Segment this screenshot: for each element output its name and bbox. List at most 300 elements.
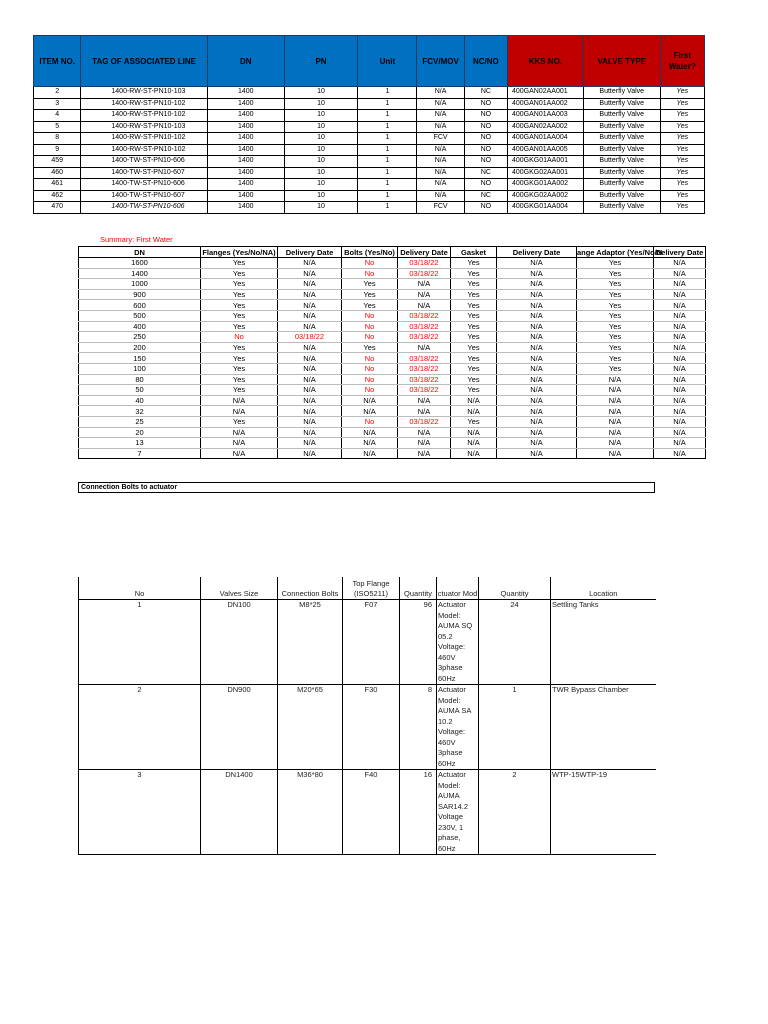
table-row	[34, 121, 705, 133]
valves-header-cell: FCV/MOV	[417, 36, 464, 87]
table-cell: No	[342, 363, 398, 374]
table-cell: 400GAN01AA004	[507, 133, 583, 145]
table-cell: No	[342, 374, 398, 385]
table-cell: NO	[464, 156, 507, 168]
table-cell: 20	[79, 427, 201, 438]
table-row	[79, 289, 706, 300]
table-cell: 400GAN02AA002	[507, 121, 583, 133]
table-cell: 400GAN01AA003	[507, 110, 583, 122]
table-cell: Yes	[201, 363, 278, 374]
table-cell: Yes	[201, 353, 278, 364]
table-cell: Yes	[201, 385, 278, 396]
table-cell: 1400	[207, 190, 284, 202]
connection-bolts-header-cell: Quantity	[400, 577, 437, 600]
table-row	[79, 685, 656, 770]
table-cell: N/A	[497, 353, 577, 364]
table-row	[79, 321, 706, 332]
table-cell: 1400	[207, 87, 284, 99]
table-cell: N/A	[417, 190, 464, 202]
table-cell: Yes	[451, 268, 497, 279]
table-cell: N/A	[201, 395, 278, 406]
table-cell: No	[342, 321, 398, 332]
table-cell: N/A	[278, 289, 342, 300]
table-cell: Yes	[451, 321, 497, 332]
table-row	[79, 438, 706, 449]
summary-header-cell: Delivery Date	[497, 247, 577, 258]
table-cell: N/A	[398, 342, 451, 353]
table-cell: 3	[79, 770, 201, 855]
table-cell: 03/18/22	[398, 363, 451, 374]
table-cell: Yes	[451, 374, 497, 385]
table-cell: 2	[79, 685, 201, 770]
summary-header-cell: Delivery Date	[278, 247, 342, 258]
table-cell: 461	[34, 179, 81, 191]
table-cell: 1	[358, 179, 417, 191]
table-cell: N/A	[278, 321, 342, 332]
table-row	[79, 300, 706, 311]
valves-header-cell: VALVE TYPE	[583, 36, 660, 87]
table-cell: F40	[343, 770, 400, 855]
table-cell: 10	[284, 156, 358, 168]
table-cell: 1400-TW-ST-PN10-607	[81, 167, 207, 179]
table-cell: Yes	[201, 258, 278, 269]
table-cell: 1600	[79, 258, 201, 269]
table-cell: N/A	[342, 438, 398, 449]
table-cell: N/A	[278, 427, 342, 438]
table-cell: N/A	[278, 279, 342, 290]
summary-header-cell: Flanges (Yes/No/NA)	[202, 247, 276, 257]
valves-header-cell: ITEM NO.	[34, 36, 81, 87]
table-row	[79, 406, 706, 417]
table-cell: 10	[284, 98, 358, 110]
table-cell: Butterfly Valve	[583, 87, 660, 99]
table-cell: 4	[34, 110, 81, 122]
table-cell: Yes	[201, 300, 278, 311]
table-cell: N/A	[342, 395, 398, 406]
table-cell: DN1400	[201, 770, 278, 855]
table-cell: N/A	[577, 406, 654, 417]
table-cell: N/A	[278, 395, 342, 406]
table-cell: 1	[358, 87, 417, 99]
table-cell: 10	[284, 133, 358, 145]
table-row	[34, 156, 705, 168]
table-cell: NO	[464, 202, 507, 214]
table-cell: Yes	[451, 289, 497, 300]
table-cell: Yes	[577, 289, 654, 300]
table-cell: N/A	[417, 98, 464, 110]
table-cell: N/A	[201, 406, 278, 417]
table-cell: N/A	[654, 385, 706, 396]
table-cell: Yes	[451, 279, 497, 290]
table-cell: Yes	[201, 342, 278, 353]
table-cell: Yes	[660, 167, 704, 179]
table-cell: Settling Tanks	[551, 600, 656, 685]
table-cell: N/A	[451, 395, 497, 406]
table-cell: N/A	[497, 310, 577, 321]
table-cell: 150	[79, 353, 201, 364]
table-cell: 03/18/22	[398, 353, 451, 364]
table-cell: Yes	[577, 279, 654, 290]
table-cell: No	[342, 332, 398, 343]
connection-bolts-header-cell: Quantity	[479, 577, 551, 600]
table-cell: 10	[284, 144, 358, 156]
table-cell: Yes	[451, 258, 497, 269]
table-cell: No	[342, 310, 398, 321]
table-cell: 3	[34, 98, 81, 110]
table-cell: M8*25	[278, 600, 343, 685]
table-cell: No	[201, 332, 278, 343]
table-cell: 1000	[79, 279, 201, 290]
valves-header-cell: DN	[207, 36, 284, 87]
table-cell: N/A	[654, 406, 706, 417]
table-cell: 1400	[207, 133, 284, 145]
connection-bolts-header-cell: ctuator Mod	[437, 577, 479, 600]
table-cell: 8	[400, 685, 437, 770]
table-cell: N/A	[278, 374, 342, 385]
table-cell: N/A	[497, 363, 577, 374]
table-cell: Butterfly Valve	[583, 179, 660, 191]
table-cell: NO	[464, 133, 507, 145]
table-cell: 1	[358, 121, 417, 133]
table-cell: N/A	[497, 342, 577, 353]
table-cell: 03/18/22	[398, 258, 451, 269]
table-row	[79, 600, 656, 685]
table-cell: 1400-RW-ST-PN10-103	[81, 121, 207, 133]
table-cell: N/A	[654, 310, 706, 321]
valves-header-cell: NC/NO	[464, 36, 507, 87]
table-cell: Yes	[451, 353, 497, 364]
table-cell: F30	[343, 685, 400, 770]
table-cell: N/A	[497, 321, 577, 332]
table-cell: N/A	[278, 406, 342, 417]
valves-header-cell: KKS NO.	[507, 36, 583, 87]
table-cell: NO	[464, 179, 507, 191]
valves-header-cell: First Water?	[660, 36, 704, 87]
table-row	[79, 770, 656, 855]
table-cell: Yes	[342, 342, 398, 353]
table-cell: Yes	[577, 342, 654, 353]
table-cell: 80	[79, 374, 201, 385]
table-cell: 1400-TW-ST-PN10-607	[81, 190, 207, 202]
table-cell: WTP-15WTP-19	[551, 770, 656, 855]
table-cell: Yes	[342, 300, 398, 311]
table-cell: DN900	[201, 685, 278, 770]
table-cell: 1400	[207, 179, 284, 191]
table-cell: 600	[79, 300, 201, 311]
table-cell: NC	[464, 87, 507, 99]
table-cell: N/A	[417, 121, 464, 133]
table-cell: Yes	[201, 289, 278, 300]
table-cell: N/A	[278, 268, 342, 279]
table-cell: 24	[479, 600, 551, 685]
table-cell: No	[342, 416, 398, 427]
table-row	[79, 268, 706, 279]
table-cell: N/A	[201, 427, 278, 438]
table-cell: 1400	[207, 156, 284, 168]
table-cell: N/A	[577, 374, 654, 385]
summary-header-cell: Bolts (Yes/No)	[342, 247, 398, 258]
table-cell: Butterfly Valve	[583, 144, 660, 156]
table-row	[34, 133, 705, 145]
table-cell: N/A	[654, 395, 706, 406]
connection-bolts-label: Connection Bolts to actuator	[78, 482, 655, 493]
table-cell: N/A	[497, 385, 577, 396]
connection-bolts-table	[78, 577, 656, 855]
table-cell: NO	[464, 121, 507, 133]
table-cell: Actuator Model: AUMA SA 10.2 Voltage: 460V 3phase 60Hz	[437, 685, 479, 770]
table-row	[34, 98, 705, 110]
table-cell: N/A	[417, 156, 464, 168]
table-cell: Yes	[451, 416, 497, 427]
table-cell: 5	[34, 121, 81, 133]
table-cell: N/A	[654, 268, 706, 279]
table-cell: 1400-RW-ST-PN10-102	[81, 98, 207, 110]
table-cell: N/A	[398, 448, 451, 459]
table-cell: 470	[34, 202, 81, 214]
table-cell: N/A	[278, 310, 342, 321]
table-cell: N/A	[497, 332, 577, 343]
table-cell: 2	[479, 770, 551, 855]
table-cell: Yes	[451, 300, 497, 311]
table-cell: Yes	[660, 98, 704, 110]
table-cell: N/A	[497, 268, 577, 279]
valves-body	[34, 87, 705, 214]
table-cell: 400	[79, 321, 201, 332]
table-cell: 1400-TW-ST-PN10-606	[81, 202, 207, 214]
connection-bolts-header-cell: Valves Size	[201, 577, 278, 600]
valves-header-row	[34, 36, 705, 87]
table-cell: N/A	[342, 406, 398, 417]
table-cell: Yes	[342, 289, 398, 300]
table-cell: 900	[79, 289, 201, 300]
table-cell: Yes	[660, 179, 704, 191]
table-cell: N/A	[398, 427, 451, 438]
table-row	[79, 363, 706, 374]
table-cell: N/A	[577, 448, 654, 459]
table-row	[34, 167, 705, 179]
table-cell: Yes	[201, 416, 278, 427]
table-row	[34, 144, 705, 156]
table-cell: N/A	[497, 448, 577, 459]
table-cell: 1400-RW-ST-PN10-102	[81, 110, 207, 122]
connection-bolts-header-cell: Location	[551, 577, 656, 600]
table-cell: Yes	[660, 121, 704, 133]
table-cell: Yes	[577, 300, 654, 311]
table-cell: N/A	[342, 427, 398, 438]
table-cell: NC	[464, 167, 507, 179]
table-cell: N/A	[451, 427, 497, 438]
table-cell: Yes	[577, 353, 654, 364]
table-cell: 1	[358, 98, 417, 110]
table-row	[79, 385, 706, 396]
table-cell: Butterfly Valve	[583, 167, 660, 179]
table-cell: N/A	[654, 353, 706, 364]
table-cell: N/A	[278, 438, 342, 449]
table-cell: Yes	[660, 202, 704, 214]
table-cell: 03/18/22	[398, 332, 451, 343]
table-row	[79, 310, 706, 321]
table-cell: 1	[79, 600, 201, 685]
table-cell: N/A	[342, 448, 398, 459]
table-cell: Butterfly Valve	[583, 98, 660, 110]
table-cell: 1400-RW-ST-PN10-103	[81, 87, 207, 99]
table-cell: Yes	[342, 279, 398, 290]
table-cell: Yes	[201, 310, 278, 321]
table-cell: Yes	[201, 374, 278, 385]
valves-header-cell: Unit	[358, 36, 417, 87]
table-cell: 03/18/22	[398, 268, 451, 279]
table-cell: 400GAN01AA005	[507, 144, 583, 156]
table-cell: N/A	[497, 300, 577, 311]
table-cell: 1400-RW-ST-PN10-102	[81, 133, 207, 145]
table-row	[34, 202, 705, 214]
table-cell: N/A	[201, 448, 278, 459]
table-cell: 1400-TW-ST-PN10-606	[81, 179, 207, 191]
table-cell: Yes	[577, 310, 654, 321]
table-cell: Yes	[660, 87, 704, 99]
table-cell: TWR Bypass Chamber	[551, 685, 656, 770]
table-cell: No	[342, 258, 398, 269]
table-cell: 2	[34, 87, 81, 99]
table-cell: 1400	[207, 202, 284, 214]
summary-header-cell: Gasket	[451, 247, 497, 258]
table-row	[79, 342, 706, 353]
table-cell: 10	[284, 110, 358, 122]
table-cell: Yes	[451, 332, 497, 343]
table-cell: Butterfly Valve	[583, 121, 660, 133]
table-cell: No	[342, 268, 398, 279]
table-cell: N/A	[654, 374, 706, 385]
table-cell: N/A	[497, 279, 577, 290]
table-cell: 1	[479, 685, 551, 770]
table-cell: N/A	[577, 427, 654, 438]
table-cell: NO	[464, 144, 507, 156]
table-row	[34, 179, 705, 191]
table-cell: 03/18/22	[398, 385, 451, 396]
table-cell: 10	[284, 121, 358, 133]
table-cell: 1	[358, 156, 417, 168]
table-cell: 40	[79, 395, 201, 406]
table-cell: 8	[34, 133, 81, 145]
table-cell: N/A	[278, 342, 342, 353]
table-cell: N/A	[417, 179, 464, 191]
table-cell: NO	[464, 98, 507, 110]
valves-table	[33, 35, 705, 214]
table-cell: N/A	[278, 448, 342, 459]
table-cell: 13	[79, 438, 201, 449]
table-cell: N/A	[654, 321, 706, 332]
summary-header-cell: ange Adaptor (Yes/No/N	[577, 247, 663, 257]
table-cell: Yes	[451, 342, 497, 353]
table-cell: 10	[284, 190, 358, 202]
table-cell: Yes	[660, 156, 704, 168]
table-row	[79, 353, 706, 364]
table-cell: 1	[358, 110, 417, 122]
table-cell: N/A	[497, 258, 577, 269]
table-cell: N/A	[417, 167, 464, 179]
table-cell: 1400-RW-ST-PN10-102	[81, 144, 207, 156]
table-cell: No	[342, 385, 398, 396]
table-cell: N/A	[654, 438, 706, 449]
table-cell: 1400	[79, 268, 201, 279]
table-cell: 50	[79, 385, 201, 396]
table-cell: Yes	[451, 363, 497, 374]
table-cell: N/A	[398, 300, 451, 311]
connection-bolts-body	[79, 600, 656, 855]
table-cell: N/A	[577, 395, 654, 406]
table-row	[79, 332, 706, 343]
summary-table	[78, 246, 706, 459]
table-cell: Yes	[451, 385, 497, 396]
table-cell: N/A	[451, 448, 497, 459]
connection-bolts-header-row	[79, 577, 656, 600]
table-cell: 400GKG02AA002	[507, 190, 583, 202]
table-row	[79, 416, 706, 427]
table-cell: 400GAN02AA001	[507, 87, 583, 99]
table-cell: Butterfly Valve	[583, 202, 660, 214]
table-cell: 400GKG01AA002	[507, 179, 583, 191]
table-cell: 400GKG01AA004	[507, 202, 583, 214]
table-cell: Yes	[660, 133, 704, 145]
table-cell: 10	[284, 87, 358, 99]
table-row	[34, 110, 705, 122]
table-cell: Yes	[660, 144, 704, 156]
table-cell: N/A	[654, 427, 706, 438]
table-cell: 100	[79, 363, 201, 374]
table-cell: 200	[79, 342, 201, 353]
summary-header-row	[79, 247, 706, 258]
valves-header-cell: TAG OF ASSOCIATED LINE	[81, 36, 207, 87]
table-cell: 10	[284, 202, 358, 214]
table-cell: N/A	[577, 438, 654, 449]
table-cell: 96	[400, 600, 437, 685]
table-cell: 400GKG02AA001	[507, 167, 583, 179]
table-cell: 32	[79, 406, 201, 417]
table-cell: 03/18/22	[398, 321, 451, 332]
table-cell: Actuator Model: AUMA SQ 05.2 Voltage: 460V 3phase 60Hz	[437, 600, 479, 685]
summary-header-cell: Delivery Date	[398, 247, 451, 258]
table-cell: N/A	[398, 289, 451, 300]
table-cell: 03/18/22	[398, 310, 451, 321]
table-cell: 400GKG01AA001	[507, 156, 583, 168]
table-cell: 1400	[207, 98, 284, 110]
table-cell: M20*65	[278, 685, 343, 770]
table-cell: N/A	[398, 395, 451, 406]
table-cell: N/A	[654, 332, 706, 343]
table-cell: 462	[34, 190, 81, 202]
table-cell: Yes	[201, 321, 278, 332]
table-cell: 1400	[207, 121, 284, 133]
table-cell: 03/18/22	[278, 332, 342, 343]
table-cell: N/A	[497, 289, 577, 300]
table-cell: Yes	[577, 321, 654, 332]
table-cell: N/A	[654, 279, 706, 290]
table-cell: Butterfly Valve	[583, 156, 660, 168]
table-cell: No	[342, 353, 398, 364]
table-cell: 1	[358, 190, 417, 202]
table-cell: Yes	[577, 363, 654, 374]
table-cell: N/A	[398, 406, 451, 417]
table-cell: N/A	[417, 110, 464, 122]
valves-header-cell: PN	[284, 36, 358, 87]
table-cell: N/A	[654, 448, 706, 459]
table-cell: FCV	[417, 133, 464, 145]
table-cell: 25	[79, 416, 201, 427]
table-cell: N/A	[398, 438, 451, 449]
table-cell: N/A	[577, 385, 654, 396]
table-cell: 1	[358, 167, 417, 179]
table-cell: N/A	[417, 87, 464, 99]
